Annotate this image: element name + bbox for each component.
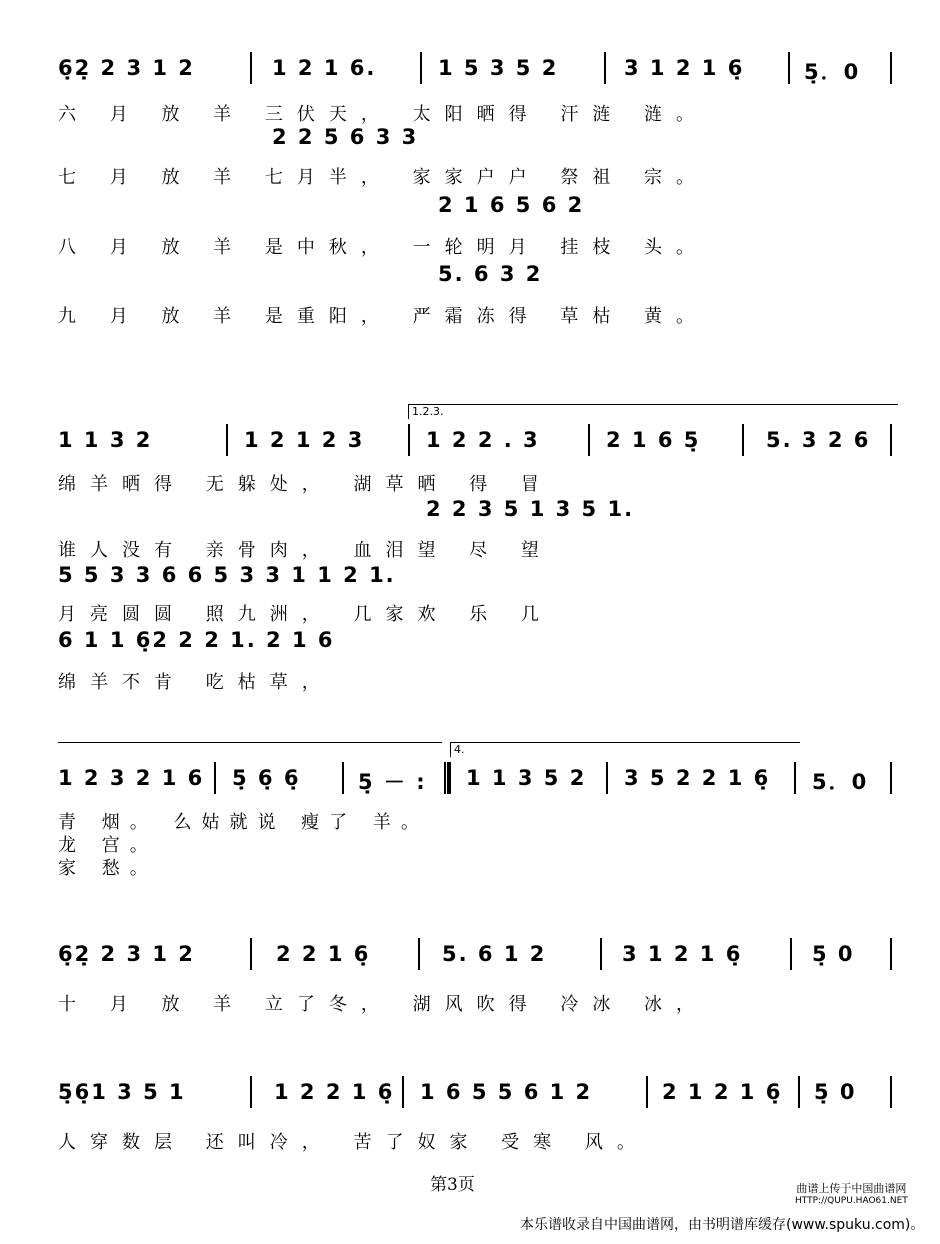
volta-bracket: 1.2.3.	[408, 404, 898, 419]
measure-1: 5̣6̣1 3 5 1	[58, 1080, 186, 1104]
measure-4: 3 1 2 1 6̣	[622, 942, 743, 966]
measure-2: 5̣ 6̣ 6̣	[232, 766, 301, 790]
barline	[798, 1076, 800, 1108]
measure-4: 1 1 3 5 2	[466, 766, 587, 790]
barline	[742, 424, 744, 456]
barline	[420, 52, 422, 84]
barline	[890, 424, 892, 456]
barline	[646, 1076, 648, 1108]
barline	[790, 938, 792, 970]
barline	[342, 762, 344, 794]
barline	[250, 938, 252, 970]
lyric-line: 月亮圆圆 照九洲， 几家欢 乐 几	[58, 604, 553, 625]
measure-5: 5̣ 0	[814, 1080, 857, 1104]
barline	[604, 52, 606, 84]
measure-5: 5. 3 2 6	[766, 428, 871, 452]
barline	[890, 1076, 892, 1108]
lyric-line: 九 月 放 羊 是重阳， 严霜冻得 草枯 黄。	[58, 306, 709, 327]
measure-2: 1 2 1 2 3	[244, 428, 365, 452]
lyric-line: 谁人没有 亲骨肉， 血泪望 尽 望	[58, 540, 553, 561]
site-watermark	[795, 1182, 908, 1208]
lyric-line: 人穿数层 还叫冷， 苦了奴家 受寒 风。	[58, 1132, 649, 1153]
repeat-barline	[444, 762, 451, 794]
barline	[606, 762, 608, 794]
lyric-line: 七 月 放 羊 七月半， 家家户户 祭祖 宗。	[58, 167, 709, 188]
lyric-line: 六 月 放 羊 三伏天， 太阳晒得 汗涟 涟。	[58, 104, 709, 125]
measure-4: 2 1 6 5̣	[606, 428, 701, 452]
barline	[890, 938, 892, 970]
lyric-line: 家 愁。	[58, 858, 158, 879]
measure-5: 5̣ 0	[812, 942, 855, 966]
source-note: 本乐谱收录自中国曲谱网，由书明谱库缓存(www.spuku.com)。	[520, 1217, 925, 1233]
measure-1: 6̣2̣ 2 3 1 2	[58, 942, 195, 966]
lyric-line: 十 月 放 羊 立了冬， 湖风吹得 冷冰 冰，	[58, 994, 709, 1015]
lyric-line: 青 烟。 么姑就说 瘦了 羊。	[58, 812, 429, 833]
alt-notation: 2 2 5 6 3 3	[272, 125, 419, 149]
barline	[890, 762, 892, 794]
page-number: 第3页	[430, 1175, 475, 1195]
site-watermark-line1: 曲谱上传于中国曲谱网	[796, 1182, 907, 1195]
barline	[588, 424, 590, 456]
measure-3: 5. 6 1 2	[442, 942, 547, 966]
measure-3: 1 2 2 . 3	[426, 428, 540, 452]
measure-1: 6̣2̣ 2 3 1 2	[58, 56, 195, 80]
measure-4: 2 1 2 1 6̣	[662, 1080, 783, 1104]
measure-2: 2 2 1 6̣	[276, 942, 371, 966]
repeat-line	[58, 742, 442, 743]
alt-notation: 2 2 3 5 1 3 5 1.	[426, 497, 635, 521]
site-watermark-line2: HTTP://QUPU.HAO61.NET	[795, 1196, 908, 1206]
lyric-line: 龙 宫。	[58, 835, 158, 856]
measure-3: 1 5 3 5 2	[438, 56, 559, 80]
measure-6: 5．0	[812, 770, 869, 794]
barline	[788, 52, 790, 84]
lyric-line: 八 月 放 羊 是中秋， 一轮明月 挂枝 头。	[58, 237, 709, 258]
lyric-line: 绵羊不肯 吃枯草，	[58, 672, 334, 693]
alt-notation: 2 1 6 5 6 2	[438, 193, 585, 217]
measure-5: 3 5 2 2 1 6̣	[624, 766, 771, 790]
alt-notation: 5. 6 3 2	[438, 262, 543, 286]
volta-bracket: 4.	[450, 742, 800, 757]
measure-1: 1 2 3 2 1 6	[58, 766, 205, 790]
measure-4: 3 1 2 1 6̣	[624, 56, 745, 80]
alt-notation: 6 1 1 6̣2 2 2 1. 2 1 6	[58, 628, 335, 652]
measure-5: 5̣．0	[804, 60, 861, 84]
barline	[214, 762, 216, 794]
barline	[794, 762, 796, 794]
barline	[408, 424, 410, 456]
barline	[250, 1076, 252, 1108]
barline	[418, 938, 420, 970]
barline	[250, 52, 252, 84]
barline	[226, 424, 228, 456]
measure-3: 1 6 5 5 6 1 2	[420, 1080, 593, 1104]
barline	[890, 52, 892, 84]
lyric-line: 绵羊晒得 无躲处， 湖草晒 得 冒	[58, 474, 553, 495]
measure-2: 1 2 2 1 6̣	[274, 1080, 395, 1104]
alt-notation: 5 5 3 3 6 6 5 3 3 1 1 2 1.	[58, 563, 396, 587]
barline	[402, 1076, 404, 1108]
barline	[600, 938, 602, 970]
measure-1: 1 1 3 2	[58, 428, 153, 452]
measure-2: 1 2 1 6.	[272, 56, 377, 80]
measure-3: 5̣ － :	[358, 770, 427, 794]
